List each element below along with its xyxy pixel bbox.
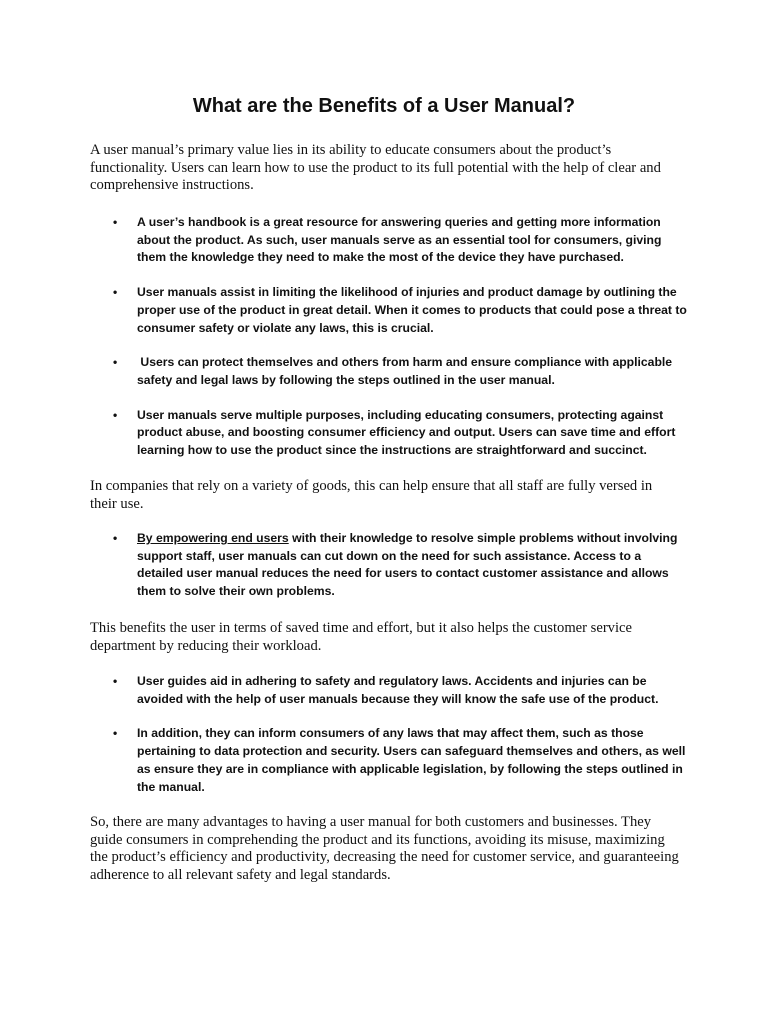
list-item-text: Users can protect themselves and others from harm and ensure compliance with applicable safety and legal laws by following the steps outlined in the user manual. xyxy=(137,355,676,387)
benefits-list-1 xyxy=(90,214,690,460)
bullet-icon: • xyxy=(113,407,118,422)
bullet-icon: • xyxy=(113,285,118,300)
list-item xyxy=(90,284,690,337)
list-item xyxy=(90,214,690,267)
companies-paragraph: In companies that rely on a variety of goods, this can help ensure that all staff are fully versed in their use. xyxy=(90,478,653,512)
bullet-icon: • xyxy=(113,674,118,688)
list-item-text: User manuals assist in limiting the likelihood of injuries and product damage by outlining the proper use of the product in great detail. When it comes to products that could pose a threat to consumer safety or violate any laws, this is crucial. xyxy=(137,285,687,335)
empower-list xyxy=(90,530,690,601)
list-item-text: with their knowledge to resolve simple problems without involving support staff, user manuals can cut down on the need for such assistance. Access to a detailed user manual reduces the need for users to contact customer assistance and allows them to solve their own problems. xyxy=(137,531,678,599)
benefits-list-2 xyxy=(90,673,690,796)
list-item xyxy=(90,354,690,389)
list-item xyxy=(90,673,690,708)
intro-paragraph: A user manual’s primary value lies in its ability to educate consumers about the product’s functionality. Users can learn how to use the product to its full potential with the help of clear and comprehensive instructions. xyxy=(90,142,661,193)
bullet-icon: • xyxy=(113,215,118,229)
list-item-text: A user’s handbook is a great resource for answering queries and getting more information about the product. As such, user manuals serve as an essential tool for consumers, giving them the knowledge they need to make the most of the device they have purchased. xyxy=(137,215,662,265)
document-title: What are the Benefits of a User Manual? xyxy=(192,95,576,117)
list-item-text: User guides aid in adhering to safety and regulatory laws. Accidents and injuries can be avoided with the help of user manuals because they will know the safe use of the product. xyxy=(137,674,659,706)
list-item-text: In addition, they can inform consumers of any laws that may affect them, such as those pertaining to data protection and security. Users can safeguard themselves and others, as well as ensure they are in compliance with applicable legislation, by following the steps outlined in the manual. xyxy=(137,726,686,794)
list-item xyxy=(90,725,690,796)
list-item xyxy=(90,530,690,601)
conclusion-paragraph: So, there are many advantages to having a user manual for both customers and businesses. They guide consumers in comprehending the product and its functions, avoiding its misuse, maximizing the product’s efficiency and productivity, decreasing the need for customer service, and guaranteeing adherence to all relevant safety and legal standards. xyxy=(90,814,679,883)
bullet-icon: • xyxy=(113,531,118,545)
bullet-icon: • xyxy=(113,355,118,370)
list-item-text: User manuals serve multiple purposes, including educating consumers, protecting against product abuse, and boosting consumer efficiency and output. Users can save time and effort learning how to use the product since the instructions are straightforward and succinct. xyxy=(137,407,676,458)
benefits-paragraph: This benefits the user in terms of saved time and effort, but it also helps the customer service department by reducing their workload. xyxy=(90,620,632,654)
list-item xyxy=(90,407,690,460)
empowering-end-users-link[interactable]: By empowering end users xyxy=(137,531,289,545)
bullet-icon: • xyxy=(113,726,118,741)
